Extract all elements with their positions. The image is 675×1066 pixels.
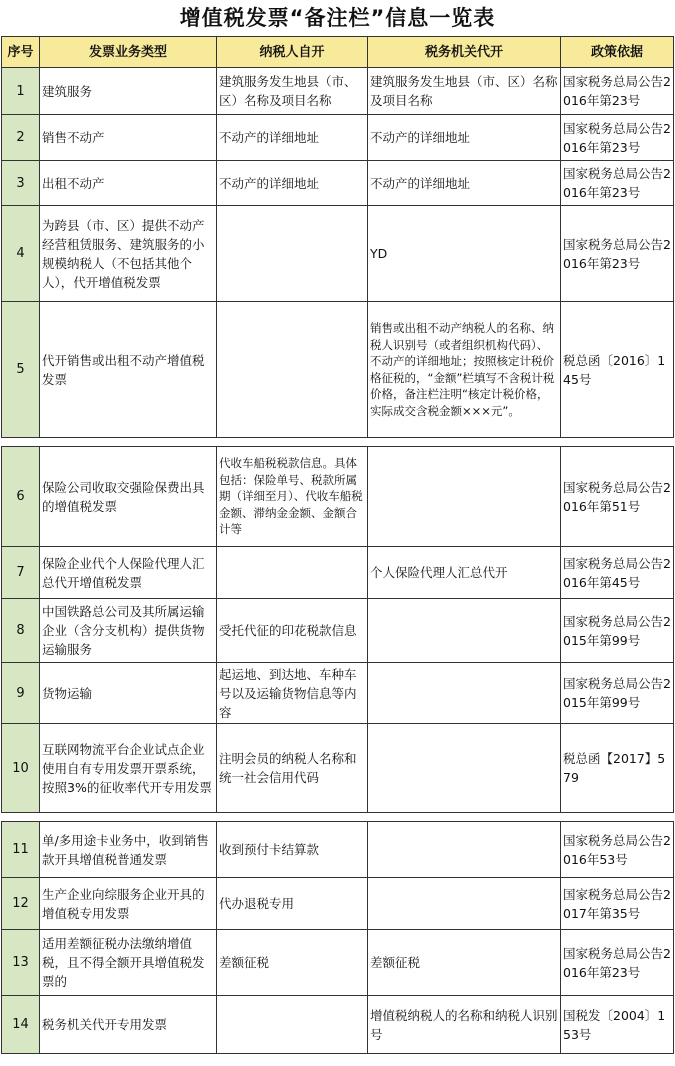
row-agency-issue <box>368 724 561 813</box>
row-policy: 国家税务总局公告2016年53号 <box>561 822 674 878</box>
header-type: 发票业务类型 <box>40 37 217 68</box>
table-row <box>2 115 674 161</box>
row-agency-issue: 差额征税 <box>368 930 561 996</box>
row-no: 3 <box>2 161 40 206</box>
row-no: 12 <box>2 878 40 930</box>
row-no: 6 <box>2 447 40 547</box>
row-type: 为跨县（市、区）提供不动产经营租赁服务、建筑服务的小规模纳税人（不包括其他个人），代开增值税发票 <box>40 206 217 302</box>
table-row <box>2 663 674 724</box>
table-part-2 <box>1 446 674 813</box>
row-policy: 国家税务总局公告2016年第23号 <box>561 930 674 996</box>
table-gap <box>0 813 675 821</box>
row-type: 建筑服务 <box>40 68 217 115</box>
row-agency-issue: 建筑服务发生地县（市、区）名称及项目名称 <box>368 68 561 115</box>
row-agency-issue: 个人保险代理人汇总代开 <box>368 547 561 599</box>
row-no: 13 <box>2 930 40 996</box>
row-self-issue: 差额征税 <box>217 930 368 996</box>
table-row <box>2 447 674 547</box>
row-self-issue: 不动产的详细地址 <box>217 161 368 206</box>
header-row <box>2 37 674 68</box>
row-policy: 国家税务总局公告2016年第23号 <box>561 68 674 115</box>
header-self-issue: 纳税人自开 <box>217 37 368 68</box>
row-type: 货物运输 <box>40 663 217 724</box>
table-gap <box>0 438 675 446</box>
row-type: 出租不动产 <box>40 161 217 206</box>
row-no: 14 <box>2 996 40 1054</box>
row-type: 中国铁路总公司及其所属运输企业（含分支机构）提供货物运输服务 <box>40 599 217 663</box>
header-no: 序号 <box>2 37 40 68</box>
row-agency-issue: 不动产的详细地址 <box>368 161 561 206</box>
row-no: 9 <box>2 663 40 724</box>
page-title: 增值税发票“备注栏”信息一览表 <box>179 6 496 30</box>
row-agency-issue: 销售或出租不动产纳税人的名称、纳税人识别号（或者组织机构代码）、不动产的详细地址；按照核定计税价格征税的，“金额”栏填写不含税计税价格，备注栏注明“核定计税价格，实际成交含税金额×××元”。 <box>368 302 561 438</box>
row-type: 销售不动产 <box>40 115 217 161</box>
table-row <box>2 822 674 878</box>
row-no: 4 <box>2 206 40 302</box>
row-self-issue: 代收车船税税款信息。具体包括：保险单号、税款所属期（详细至月）、代收车船税金额、滞纳金金额、金额合计等 <box>217 447 368 547</box>
table-row <box>2 206 674 302</box>
row-self-issue <box>217 547 368 599</box>
row-type: 保险企业代个人保险代理人汇总代开增值税发票 <box>40 547 217 599</box>
table-row <box>2 996 674 1054</box>
row-self-issue: 建筑服务发生地县（市、区）名称及项目名称 <box>217 68 368 115</box>
table-row <box>2 302 674 438</box>
row-policy: 国家税务总局公告2016年第23号 <box>561 115 674 161</box>
row-self-issue <box>217 302 368 438</box>
table-row <box>2 930 674 996</box>
row-agency-issue: 增值税纳税人的名称和纳税人识别号 <box>368 996 561 1054</box>
row-no: 7 <box>2 547 40 599</box>
header-policy: 政策依据 <box>561 37 674 68</box>
row-policy: 税总函【2017】579 <box>561 724 674 813</box>
row-policy: 国家税务总局公告2015年第99号 <box>561 599 674 663</box>
table-row <box>2 599 674 663</box>
row-type: 生产企业向综服务企业开具的增值税专用发票 <box>40 878 217 930</box>
row-policy: 国家税务总局公告2017年第35号 <box>561 878 674 930</box>
row-type: 代开销售或出租不动产增值税发票 <box>40 302 217 438</box>
row-agency-issue <box>368 599 561 663</box>
row-agency-issue <box>368 878 561 930</box>
row-no: 1 <box>2 68 40 115</box>
row-policy: 国家税务总局公告2016年第51号 <box>561 447 674 547</box>
row-self-issue: 不动产的详细地址 <box>217 115 368 161</box>
row-policy: 国家税务总局公告2016年第45号 <box>561 547 674 599</box>
row-self-issue: 起运地、到达地、车种车号以及运输货物信息等内容 <box>217 663 368 724</box>
row-no: 8 <box>2 599 40 663</box>
row-self-issue: 受托代征的印花税款信息 <box>217 599 368 663</box>
row-self-issue: 注明会员的纳税人名称和统一社会信用代码 <box>217 724 368 813</box>
table-row <box>2 161 674 206</box>
row-self-issue <box>217 206 368 302</box>
row-policy: 国家税务总局公告2016年第23号 <box>561 206 674 302</box>
row-agency-issue: 不动产的详细地址 <box>368 115 561 161</box>
row-agency-issue <box>368 447 561 547</box>
row-no: 11 <box>2 822 40 878</box>
table-part-1 <box>1 36 674 438</box>
row-agency-issue: YD <box>368 206 561 302</box>
table-part-3 <box>1 821 674 1054</box>
table-row <box>2 547 674 599</box>
row-self-issue: 代办退税专用 <box>217 878 368 930</box>
row-no: 10 <box>2 724 40 813</box>
row-no: 5 <box>2 302 40 438</box>
row-agency-issue <box>368 822 561 878</box>
row-type: 单/多用途卡业务中，收到销售款开具增值税普通发票 <box>40 822 217 878</box>
row-policy: 税总函〔2016〕145号 <box>561 302 674 438</box>
row-type: 互联网物流平台企业试点企业使用自有专用发票开票系统，按照3%的征收率代开专用发票 <box>40 724 217 813</box>
row-self-issue: 收到预付卡结算款 <box>217 822 368 878</box>
row-policy: 国税发〔2004〕153号 <box>561 996 674 1054</box>
header-agency-issue: 税务机关代开 <box>368 37 561 68</box>
row-policy: 国家税务总局公告2016年第23号 <box>561 161 674 206</box>
row-type: 适用差额征税办法缴纳增值税，且不得全额开具增值税发票的 <box>40 930 217 996</box>
table-row <box>2 724 674 813</box>
row-agency-issue <box>368 663 561 724</box>
row-type: 保险公司收取交强险保费出具的增值税发票 <box>40 447 217 547</box>
row-no: 2 <box>2 115 40 161</box>
row-type: 税务机关代开专用发票 <box>40 996 217 1054</box>
table-row <box>2 68 674 115</box>
table-row <box>2 878 674 930</box>
row-self-issue <box>217 996 368 1054</box>
row-policy: 国家税务总局公告2015年第99号 <box>561 663 674 724</box>
